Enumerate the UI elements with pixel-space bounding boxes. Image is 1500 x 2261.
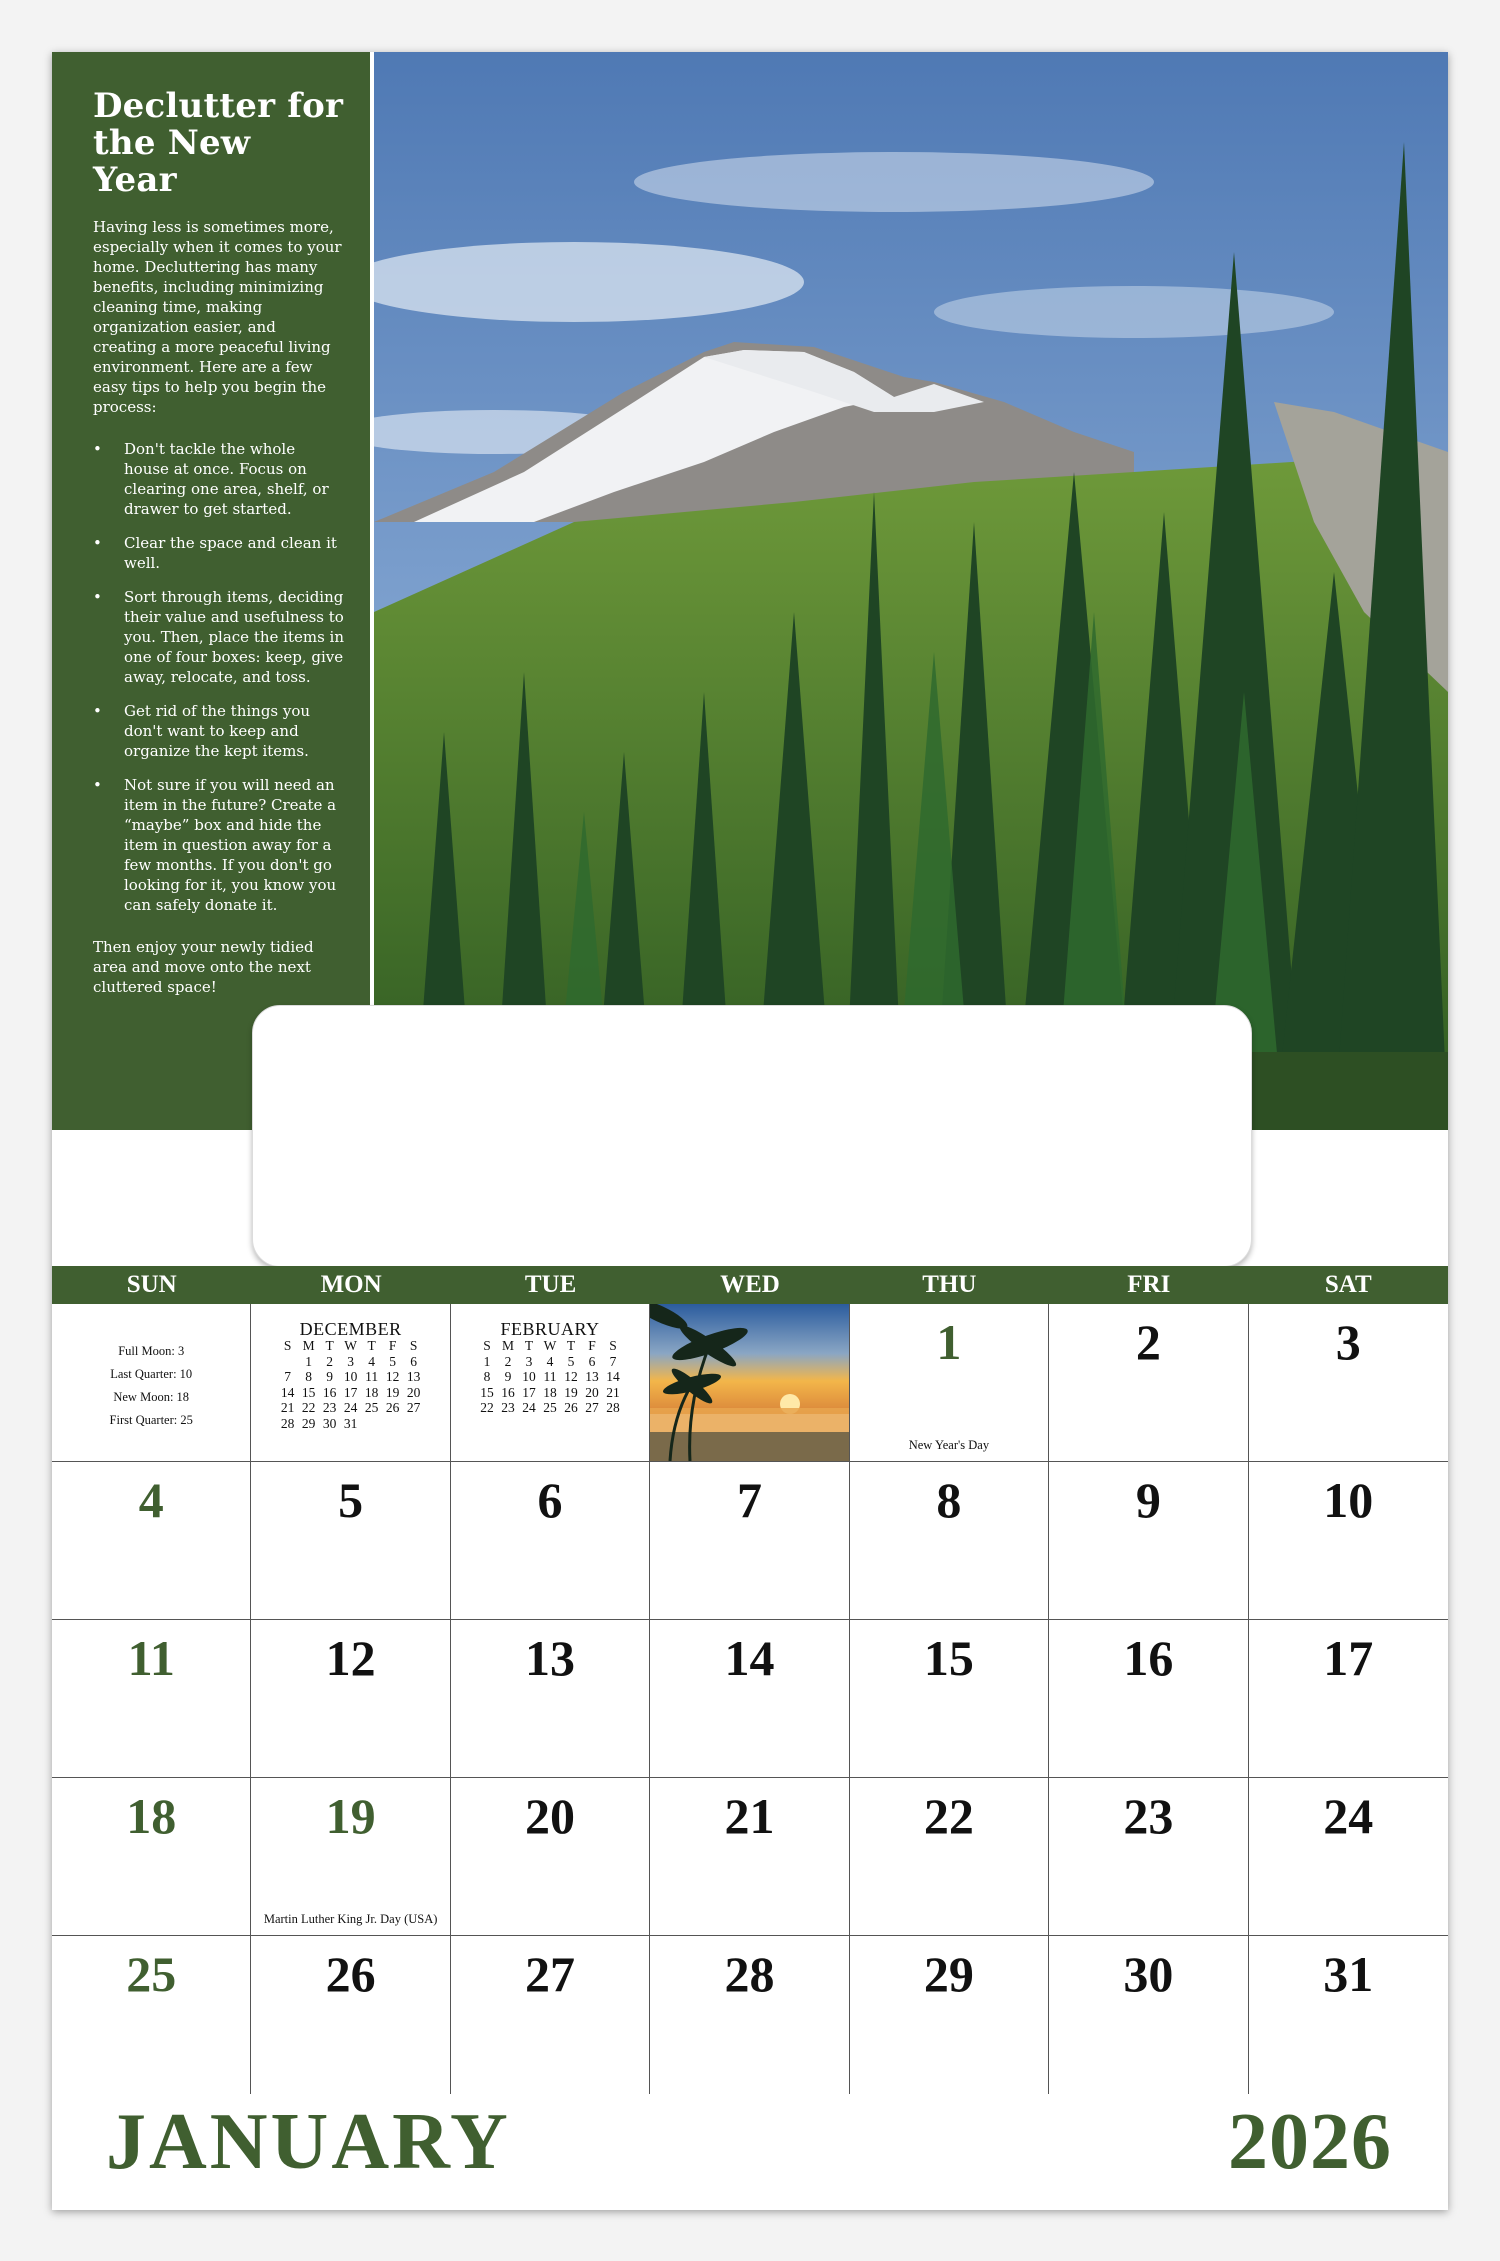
day-number: 27 bbox=[525, 1946, 576, 2002]
day-number: 11 bbox=[127, 1630, 175, 1686]
mini-calendar-title: FEBRUARY bbox=[500, 1319, 600, 1339]
day-number: 8 bbox=[936, 1472, 962, 1528]
day-cell-16 bbox=[1049, 1620, 1248, 1777]
day-cell-25 bbox=[52, 1936, 251, 2094]
article-title: Declutter for the New Year bbox=[93, 86, 344, 200]
day-cell-5 bbox=[251, 1462, 450, 1619]
bullet-icon: • bbox=[93, 534, 102, 552]
day-cell-8 bbox=[850, 1462, 1049, 1619]
day-cell-9 bbox=[1049, 1462, 1248, 1619]
day-number: 4 bbox=[138, 1472, 164, 1528]
day-number: 12 bbox=[325, 1630, 376, 1686]
tip-item: • Not sure if you will need an item in the future? Create a “maybe” box and hide the item in question away for a few months. If you don't go looking for it, you know you can safely donate it. bbox=[93, 776, 337, 914]
week-row bbox=[52, 1462, 1448, 1620]
day-cell-27 bbox=[451, 1936, 650, 2094]
moon-phases: Full Moon: 3 Last Quarter: 10 New Moon: 18 First Quarter: 25 bbox=[109, 1344, 193, 1427]
day-cell-15 bbox=[850, 1620, 1049, 1777]
day-cell-18 bbox=[52, 1778, 251, 1935]
holiday-label: New Year's Day bbox=[908, 1438, 990, 1452]
advertising-imprint-area bbox=[252, 1005, 1252, 1267]
day-number: 30 bbox=[1123, 1946, 1174, 2002]
mini-calendar-february bbox=[451, 1304, 650, 1461]
month-title: JANUARY bbox=[106, 2098, 511, 2186]
day-number: 15 bbox=[923, 1630, 974, 1686]
bullet-icon: • bbox=[93, 440, 102, 458]
weekday-tue: TUE bbox=[524, 1271, 577, 1298]
day-cell-10 bbox=[1249, 1462, 1448, 1619]
mini-calendar-december bbox=[251, 1304, 450, 1461]
tip-item: • Sort through items, deciding their value and usefulness to you. Then, place the items in one of four boxes: keep, give away, relocate, and toss. bbox=[93, 588, 345, 686]
day-number: 19 bbox=[325, 1788, 376, 1844]
day-cell-7 bbox=[650, 1462, 849, 1619]
sunset-beach-photo bbox=[650, 1304, 848, 1461]
day-number: 6 bbox=[537, 1472, 563, 1528]
tip-item: • Don't tackle the whole house at once. Focus on clearing one area, shelf, or drawer to get started. bbox=[93, 440, 329, 518]
day-number: 26 bbox=[325, 1946, 376, 2002]
week-row bbox=[52, 1620, 1448, 1778]
day-number: 24 bbox=[1323, 1788, 1374, 1844]
day-cell-12 bbox=[251, 1620, 450, 1777]
day-number: 22 bbox=[923, 1788, 974, 1844]
week-row bbox=[52, 1778, 1448, 1936]
weekday-wed: WED bbox=[720, 1271, 780, 1298]
sunset-beach-thumbnail-cell bbox=[650, 1304, 849, 1461]
day-number: 13 bbox=[525, 1630, 576, 1686]
weekday-mon: MON bbox=[320, 1271, 382, 1298]
mountain-forest-photo bbox=[374, 52, 1448, 1130]
mini-calendar-table: S M T W T F S 1 2 3 4 5 6 7 8 9 10 11 12 13 14 15 16 17 18 19 20 21 22 23 24 25 26 27 28 29 30 31 bbox=[280, 1338, 421, 1431]
tip-item: • Clear the space and clean it well. bbox=[93, 534, 337, 572]
day-cell-2 bbox=[1049, 1304, 1248, 1461]
day-cell-22 bbox=[850, 1778, 1049, 1935]
day-number: 31 bbox=[1323, 1946, 1374, 2002]
day-cell-20 bbox=[451, 1778, 650, 1935]
day-cell-14 bbox=[650, 1620, 849, 1777]
day-number: 7 bbox=[736, 1472, 762, 1528]
day-number: 18 bbox=[126, 1788, 177, 1844]
tips-list bbox=[93, 439, 344, 915]
day-cell-17 bbox=[1249, 1620, 1448, 1777]
weekday-sat: SAT bbox=[1324, 1271, 1372, 1298]
day-cell-4 bbox=[52, 1462, 251, 1619]
day-number: 21 bbox=[724, 1788, 775, 1844]
bullet-icon: • bbox=[93, 588, 102, 606]
day-cell-21 bbox=[650, 1778, 849, 1935]
day-cell-29 bbox=[850, 1936, 1049, 2094]
weekday-sun: SUN bbox=[126, 1271, 177, 1298]
weekday-thu: THU bbox=[922, 1271, 977, 1298]
weekday-header bbox=[52, 1266, 1448, 1304]
day-cell-6 bbox=[451, 1462, 650, 1619]
week-row bbox=[52, 1304, 1448, 1462]
day-number: 17 bbox=[1323, 1630, 1374, 1686]
holiday-label: Martin Luther King Jr. Day (USA) bbox=[263, 1912, 438, 1926]
day-cell-19 bbox=[251, 1778, 450, 1935]
weekday-fri: FRI bbox=[1127, 1271, 1171, 1298]
day-number: 14 bbox=[724, 1630, 775, 1686]
declutter-article-panel bbox=[52, 52, 370, 1130]
day-number: 25 bbox=[126, 1946, 177, 2002]
week-row bbox=[52, 1936, 1448, 2094]
day-cell-30 bbox=[1049, 1936, 1248, 2094]
day-number: 10 bbox=[1323, 1472, 1374, 1528]
day-number: 28 bbox=[724, 1946, 775, 2002]
day-cell-24 bbox=[1249, 1778, 1448, 1935]
day-number: 1 bbox=[936, 1314, 962, 1370]
mini-calendar bbox=[451, 1320, 649, 1416]
tip-item: • Get rid of the things you don't want to keep and organize the kept items. bbox=[93, 702, 311, 760]
day-cell-23 bbox=[1049, 1778, 1248, 1935]
day-cell-11 bbox=[52, 1620, 251, 1777]
article-closing: Then enjoy your newly tidied area and move onto the next cluttered space! bbox=[93, 938, 314, 996]
day-number: 3 bbox=[1335, 1314, 1361, 1370]
mini-calendar-table: S M T W T F S 1 2 3 4 5 6 7 8 9 10 11 12 13 14 15 16 17 18 19 20 21 22 23 24 25 26 27 28 bbox=[480, 1338, 620, 1415]
day-cell-26 bbox=[251, 1936, 450, 2094]
day-number: 16 bbox=[1123, 1630, 1174, 1686]
day-number: 20 bbox=[525, 1788, 576, 1844]
bullet-icon: • bbox=[93, 702, 102, 720]
day-number: 2 bbox=[1135, 1314, 1161, 1370]
mini-calendar bbox=[251, 1320, 449, 1431]
bullet-icon: • bbox=[93, 776, 102, 794]
month-grid bbox=[52, 1266, 1448, 2094]
day-cell-13 bbox=[451, 1620, 650, 1777]
day-number: 23 bbox=[1123, 1788, 1174, 1844]
day-cell-3 bbox=[1249, 1304, 1448, 1461]
calendar-page bbox=[52, 52, 1448, 2210]
day-cell-1 bbox=[850, 1304, 1049, 1461]
moon-phases-cell bbox=[52, 1304, 251, 1461]
day-number: 29 bbox=[923, 1946, 974, 2002]
mini-calendar-title: DECEMBER bbox=[299, 1319, 402, 1339]
day-number: 9 bbox=[1135, 1472, 1161, 1528]
article-intro: Having less is sometimes more, especially when it comes to your home. Decluttering has many benefits, including minimizing cleaning time, making organization easier, and creating a more peaceful living environment. Here are a few easy tips to help you begin the process: bbox=[93, 218, 342, 416]
day-number: 5 bbox=[338, 1472, 364, 1528]
year-title: 2026 bbox=[1228, 2098, 1392, 2186]
day-cell-28 bbox=[650, 1936, 849, 2094]
day-cell-31 bbox=[1249, 1936, 1448, 2094]
